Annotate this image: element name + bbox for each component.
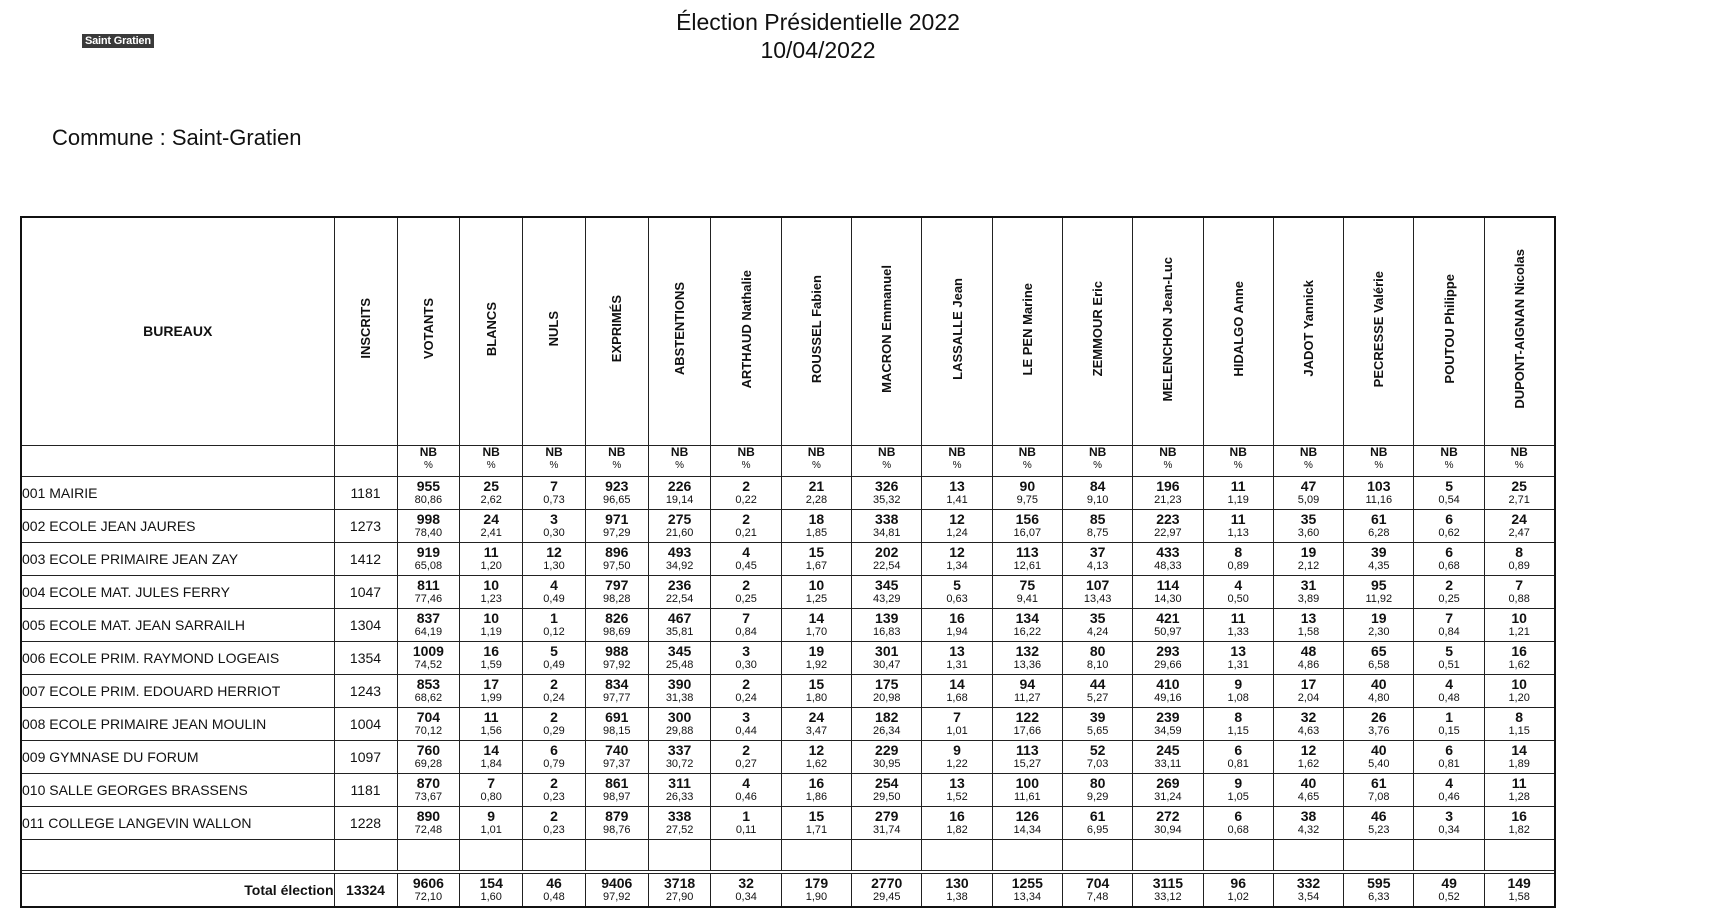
total-cell: 32 0,34: [711, 873, 781, 907]
value-cell: 16 1,94: [922, 608, 992, 641]
header-col-0: VOTANTS: [397, 217, 460, 445]
value-cell: 2 0,24: [711, 674, 781, 707]
value-cell: 25 2,71: [1484, 476, 1554, 509]
total-cell: 9606 72,10: [397, 873, 460, 907]
total-cell: 96 1,02: [1203, 873, 1273, 907]
results-table: [20, 216, 1556, 908]
value-cell: 37 4,13: [1062, 542, 1132, 575]
value-cell: 971 97,29: [585, 509, 648, 542]
totals-body: [21, 873, 1555, 907]
value-cell: 2 0,25: [711, 575, 781, 608]
value-cell: 5 0,54: [1414, 476, 1484, 509]
value-cell: 879 98,76: [585, 806, 648, 839]
value-cell: 52 7,03: [1062, 740, 1132, 773]
value-cell: 10 1,19: [460, 608, 523, 641]
total-cell: 49 0,52: [1414, 873, 1484, 907]
value-cell: 44 5,27: [1062, 674, 1132, 707]
unit-cell: NB %: [585, 445, 648, 476]
unit-cell: NB %: [711, 445, 781, 476]
value-cell: 998 78,40: [397, 509, 460, 542]
value-cell: 226 19,14: [648, 476, 711, 509]
value-cell: 75 9,41: [992, 575, 1062, 608]
value-cell: 12 1,30: [523, 542, 586, 575]
header-col-4: ABSTENTIONS: [648, 217, 711, 445]
value-cell: 279 31,74: [852, 806, 922, 839]
value-cell: 84 9,10: [1062, 476, 1132, 509]
header-col-11: MELENCHON Jean-Luc: [1133, 217, 1203, 445]
value-cell: 3 0,30: [711, 641, 781, 674]
value-cell: 988 97,92: [585, 641, 648, 674]
value-cell: 9 1,08: [1203, 674, 1273, 707]
value-cell: 4 0,46: [1414, 773, 1484, 806]
total-label: Total élection: [21, 873, 334, 907]
bureau-name: 009 GYMNASE DU FORUM: [21, 740, 334, 773]
value-cell: 7 1,01: [922, 707, 992, 740]
value-cell: 10 1,25: [781, 575, 851, 608]
value-cell: 107 13,43: [1062, 575, 1132, 608]
bureau-name: 010 SALLE GEORGES BRASSENS: [21, 773, 334, 806]
value-cell: 8 1,15: [1203, 707, 1273, 740]
value-cell: 853 68,62: [397, 674, 460, 707]
value-cell: 11 1,20: [460, 542, 523, 575]
value-cell: 3 0,44: [711, 707, 781, 740]
unit-cell: NB %: [1414, 445, 1484, 476]
total-cell: 130 1,38: [922, 873, 992, 907]
total-cell: 46 0,48: [523, 873, 586, 907]
value-cell: 38 4,32: [1273, 806, 1343, 839]
value-cell: 870 73,67: [397, 773, 460, 806]
bureau-name: 004 ECOLE MAT. JULES FERRY: [21, 575, 334, 608]
value-cell: 17 1,99: [460, 674, 523, 707]
value-cell: 10 1,21: [1484, 608, 1554, 641]
unit-cell: NB %: [922, 445, 992, 476]
value-cell: 134 16,22: [992, 608, 1062, 641]
value-cell: 19 1,92: [781, 641, 851, 674]
value-cell: 40 5,40: [1344, 740, 1414, 773]
value-cell: 6 0,81: [1414, 740, 1484, 773]
unit-cell: NB %: [992, 445, 1062, 476]
value-cell: 35 3,60: [1273, 509, 1343, 542]
table-row: [21, 707, 1555, 740]
value-cell: 704 70,12: [397, 707, 460, 740]
value-cell: 272 30,94: [1133, 806, 1203, 839]
value-cell: 9 1,01: [460, 806, 523, 839]
bureau-name: 001 MAIRIE: [21, 476, 334, 509]
value-cell: 126 14,34: [992, 806, 1062, 839]
value-cell: 90 9,75: [992, 476, 1062, 509]
value-cell: 11 1,19: [1203, 476, 1273, 509]
value-cell: 2 0,23: [523, 773, 586, 806]
header-col-10: ZEMMOUR Eric: [1062, 217, 1132, 445]
total-inscrits: 13324: [334, 873, 397, 907]
header-row: [21, 217, 1555, 445]
value-cell: 5 0,63: [922, 575, 992, 608]
value-cell: 24 2,41: [460, 509, 523, 542]
value-cell: 16 1,82: [1484, 806, 1554, 839]
value-cell: 11 1,33: [1203, 608, 1273, 641]
value-cell: 837 64,19: [397, 608, 460, 641]
table-row: [21, 740, 1555, 773]
value-cell: 345 25,48: [648, 641, 711, 674]
value-cell: 156 16,07: [992, 509, 1062, 542]
value-cell: 19 2,12: [1273, 542, 1343, 575]
value-cell: 46 5,23: [1344, 806, 1414, 839]
value-cell: 100 11,61: [992, 773, 1062, 806]
value-cell: 1 0,11: [711, 806, 781, 839]
value-cell: 3 0,34: [1414, 806, 1484, 839]
value-cell: 467 35,81: [648, 608, 711, 641]
value-cell: 114 14,30: [1133, 575, 1203, 608]
unit-cell: NB %: [1133, 445, 1203, 476]
unit-cell: NB %: [397, 445, 460, 476]
header-col-2: NULS: [523, 217, 586, 445]
value-cell: 421 50,97: [1133, 608, 1203, 641]
unit-cell: NB %: [1273, 445, 1343, 476]
value-cell: 139 16,83: [852, 608, 922, 641]
value-cell: 923 96,65: [585, 476, 648, 509]
total-cell: 1255 13,34: [992, 873, 1062, 907]
table-row: [21, 542, 1555, 575]
total-cell: 3718 27,90: [648, 873, 711, 907]
value-cell: 890 72,48: [397, 806, 460, 839]
bureau-inscrits: 1243: [334, 674, 397, 707]
value-cell: 740 97,37: [585, 740, 648, 773]
value-cell: 15 1,80: [781, 674, 851, 707]
value-cell: 8 0,89: [1484, 542, 1554, 575]
value-cell: 433 48,33: [1133, 542, 1203, 575]
value-cell: 301 30,47: [852, 641, 922, 674]
value-cell: 10 1,23: [460, 575, 523, 608]
value-cell: 13 1,41: [922, 476, 992, 509]
value-cell: 17 2,04: [1273, 674, 1343, 707]
value-cell: 61 6,28: [1344, 509, 1414, 542]
bureau-name: 006 ECOLE PRIM. RAYMOND LOGEAIS: [21, 641, 334, 674]
header-col-9: LE PEN Marine: [992, 217, 1062, 445]
value-cell: 691 98,15: [585, 707, 648, 740]
value-cell: 2 0,21: [711, 509, 781, 542]
bureau-inscrits: 1181: [334, 773, 397, 806]
value-cell: 2 0,22: [711, 476, 781, 509]
value-cell: 6 0,68: [1414, 542, 1484, 575]
value-cell: 760 69,28: [397, 740, 460, 773]
value-cell: 94 11,27: [992, 674, 1062, 707]
value-cell: 47 5,09: [1273, 476, 1343, 509]
value-cell: 182 26,34: [852, 707, 922, 740]
value-cell: 13 1,31: [922, 641, 992, 674]
value-cell: 811 77,46: [397, 575, 460, 608]
header-col-3: EXPRIMÉS: [585, 217, 648, 445]
value-cell: 11 1,13: [1203, 509, 1273, 542]
value-cell: 254 29,50: [852, 773, 922, 806]
value-cell: 26 3,76: [1344, 707, 1414, 740]
bureau-inscrits: 1273: [334, 509, 397, 542]
value-cell: 4 0,48: [1414, 674, 1484, 707]
logo: Saint Gratien: [82, 34, 154, 48]
value-cell: 25 2,62: [460, 476, 523, 509]
bureau-inscrits: 1412: [334, 542, 397, 575]
value-cell: 19 2,30: [1344, 608, 1414, 641]
header-col-15: POUTOU Philippe: [1414, 217, 1484, 445]
table-row: [21, 608, 1555, 641]
total-cell: 9406 97,92: [585, 873, 648, 907]
value-cell: 16 1,59: [460, 641, 523, 674]
value-cell: 7 0,88: [1484, 575, 1554, 608]
header-col-16: DUPONT-AIGNAN Nicolas: [1484, 217, 1554, 445]
total-row: [21, 873, 1555, 907]
value-cell: 5 0,49: [523, 641, 586, 674]
value-cell: 11 1,56: [460, 707, 523, 740]
unit-row: [21, 445, 1555, 476]
table-row: [21, 476, 1555, 509]
value-cell: 132 13,36: [992, 641, 1062, 674]
header-col-13: JADOT Yannick: [1273, 217, 1343, 445]
value-cell: 8 0,89: [1203, 542, 1273, 575]
value-cell: 4 0,46: [711, 773, 781, 806]
value-cell: 15 1,71: [781, 806, 851, 839]
table-row: [21, 509, 1555, 542]
bureau-inscrits: 1004: [334, 707, 397, 740]
value-cell: 2 0,25: [1414, 575, 1484, 608]
value-cell: 11 1,28: [1484, 773, 1554, 806]
unit-cell: NB %: [1344, 445, 1414, 476]
value-cell: 15 1,67: [781, 542, 851, 575]
header-bureaux: BUREAUX: [21, 217, 334, 445]
value-cell: 14 1,89: [1484, 740, 1554, 773]
header-col-8: LASSALLE Jean: [922, 217, 992, 445]
header-col-7: MACRON Emmanuel: [852, 217, 922, 445]
value-cell: 4 0,45: [711, 542, 781, 575]
value-cell: 13 1,52: [922, 773, 992, 806]
value-cell: 21 2,28: [781, 476, 851, 509]
value-cell: 345 43,29: [852, 575, 922, 608]
empty-row: [21, 839, 1555, 870]
value-cell: 326 35,32: [852, 476, 922, 509]
value-cell: 2 0,23: [523, 806, 586, 839]
value-cell: 2 0,24: [523, 674, 586, 707]
value-cell: 6 0,79: [523, 740, 586, 773]
unit-cell: NB %: [1062, 445, 1132, 476]
value-cell: 896 97,50: [585, 542, 648, 575]
value-cell: 18 1,85: [781, 509, 851, 542]
value-cell: 16 1,82: [922, 806, 992, 839]
value-cell: 4 0,50: [1203, 575, 1273, 608]
value-cell: 293 29,66: [1133, 641, 1203, 674]
value-cell: 32 4,63: [1273, 707, 1343, 740]
value-cell: 919 65,08: [397, 542, 460, 575]
unit-cell: NB %: [648, 445, 711, 476]
bureau-inscrits: 1304: [334, 608, 397, 641]
table-row: [21, 575, 1555, 608]
value-cell: 861 98,97: [585, 773, 648, 806]
value-cell: 35 4,24: [1062, 608, 1132, 641]
total-cell: 149 1,58: [1484, 873, 1554, 907]
value-cell: 39 4,35: [1344, 542, 1414, 575]
value-cell: 229 30,95: [852, 740, 922, 773]
value-cell: 24 2,47: [1484, 509, 1554, 542]
value-cell: 239 34,59: [1133, 707, 1203, 740]
value-cell: 311 26,33: [648, 773, 711, 806]
total-cell: 2770 29,45: [852, 873, 922, 907]
unit-cell: NB %: [1203, 445, 1273, 476]
bureau-name: 002 ECOLE JEAN JAURES: [21, 509, 334, 542]
value-cell: 1 0,12: [523, 608, 586, 641]
unit-cell: NB %: [781, 445, 851, 476]
value-cell: 13 1,31: [1203, 641, 1273, 674]
value-cell: 61 7,08: [1344, 773, 1414, 806]
value-cell: 1009 74,52: [397, 641, 460, 674]
table-row: [21, 641, 1555, 674]
unit-cell: NB %: [523, 445, 586, 476]
total-cell: 3115 33,12: [1133, 873, 1203, 907]
value-cell: 13 1,58: [1273, 608, 1343, 641]
value-cell: 95 11,92: [1344, 575, 1414, 608]
value-cell: 1 0,15: [1414, 707, 1484, 740]
value-cell: 39 5,65: [1062, 707, 1132, 740]
value-cell: 245 33,11: [1133, 740, 1203, 773]
value-cell: 40 4,65: [1273, 773, 1343, 806]
header-col-14: PECRESSE Valérie: [1344, 217, 1414, 445]
value-cell: 2 0,29: [523, 707, 586, 740]
value-cell: 12 1,62: [781, 740, 851, 773]
bureau-name: 003 ECOLE PRIMAIRE JEAN ZAY: [21, 542, 334, 575]
value-cell: 826 98,69: [585, 608, 648, 641]
value-cell: 7 0,84: [1414, 608, 1484, 641]
value-cell: 12 1,62: [1273, 740, 1343, 773]
results-body: [21, 476, 1555, 873]
bureau-inscrits: 1047: [334, 575, 397, 608]
value-cell: 6 0,68: [1203, 806, 1273, 839]
bureau-inscrits: 1181: [334, 476, 397, 509]
unit-cell: NB %: [852, 445, 922, 476]
table-row: [21, 806, 1555, 839]
value-cell: 122 17,66: [992, 707, 1062, 740]
value-cell: 24 3,47: [781, 707, 851, 740]
unit-cell: NB %: [1484, 445, 1554, 476]
value-cell: 269 31,24: [1133, 773, 1203, 806]
value-cell: 797 98,28: [585, 575, 648, 608]
value-cell: 10 1,20: [1484, 674, 1554, 707]
value-cell: 16 1,86: [781, 773, 851, 806]
value-cell: 113 12,61: [992, 542, 1062, 575]
unit-cell: NB %: [460, 445, 523, 476]
value-cell: 202 22,54: [852, 542, 922, 575]
value-cell: 65 6,58: [1344, 641, 1414, 674]
value-cell: 12 1,34: [922, 542, 992, 575]
value-cell: 955 80,86: [397, 476, 460, 509]
table-row: [21, 674, 1555, 707]
value-cell: 14 1,68: [922, 674, 992, 707]
value-cell: 3 0,30: [523, 509, 586, 542]
header-inscrits: INSCRITS: [334, 217, 397, 445]
value-cell: 6 0,81: [1203, 740, 1273, 773]
value-cell: 338 34,81: [852, 509, 922, 542]
header-col-12: HIDALGO Anne: [1203, 217, 1273, 445]
value-cell: 834 97,77: [585, 674, 648, 707]
value-cell: 14 1,84: [460, 740, 523, 773]
bureau-name: 005 ECOLE MAT. JEAN SARRAILH: [21, 608, 334, 641]
value-cell: 337 30,72: [648, 740, 711, 773]
value-cell: 8 1,15: [1484, 707, 1554, 740]
header-col-5: ARTHAUD Nathalie: [711, 217, 781, 445]
value-cell: 31 3,89: [1273, 575, 1343, 608]
value-cell: 40 4,80: [1344, 674, 1414, 707]
value-cell: 7 0,73: [523, 476, 586, 509]
value-cell: 7 0,84: [711, 608, 781, 641]
title-line-1: Élection Présidentielle 2022: [676, 9, 960, 35]
header-col-6: ROUSSEL Fabien: [781, 217, 851, 445]
bureau-inscrits: 1354: [334, 641, 397, 674]
value-cell: 85 8,75: [1062, 509, 1132, 542]
bureau-name: 007 ECOLE PRIM. EDOUARD HERRIOT: [21, 674, 334, 707]
value-cell: 493 34,92: [648, 542, 711, 575]
value-cell: 223 22,97: [1133, 509, 1203, 542]
bureau-name: 008 ECOLE PRIMAIRE JEAN MOULIN: [21, 707, 334, 740]
value-cell: 5 0,51: [1414, 641, 1484, 674]
value-cell: 12 1,24: [922, 509, 992, 542]
value-cell: 236 22,54: [648, 575, 711, 608]
value-cell: 103 11,16: [1344, 476, 1414, 509]
value-cell: 80 8,10: [1062, 641, 1132, 674]
total-cell: 595 6,33: [1344, 873, 1414, 907]
value-cell: 2 0,27: [711, 740, 781, 773]
bureau-inscrits: 1097: [334, 740, 397, 773]
total-cell: 154 1,60: [460, 873, 523, 907]
page-title: [600, 8, 1036, 64]
value-cell: 16 1,62: [1484, 641, 1554, 674]
commune-label: Commune : Saint-Gratien: [52, 125, 302, 150]
table-row: [21, 773, 1555, 806]
value-cell: 390 31,38: [648, 674, 711, 707]
value-cell: 410 49,16: [1133, 674, 1203, 707]
title-line-2: 10/04/2022: [760, 37, 876, 63]
value-cell: 275 21,60: [648, 509, 711, 542]
value-cell: 196 21,23: [1133, 476, 1203, 509]
bureau-name: 011 COLLEGE LANGEVIN WALLON: [21, 806, 334, 839]
total-cell: 332 3,54: [1273, 873, 1343, 907]
header-col-1: BLANCS: [460, 217, 523, 445]
value-cell: 48 4,86: [1273, 641, 1343, 674]
value-cell: 113 15,27: [992, 740, 1062, 773]
value-cell: 4 0,49: [523, 575, 586, 608]
value-cell: 175 20,98: [852, 674, 922, 707]
total-cell: 179 1,90: [781, 873, 851, 907]
value-cell: 338 27,52: [648, 806, 711, 839]
bureau-inscrits: 1228: [334, 806, 397, 839]
value-cell: 300 29,88: [648, 707, 711, 740]
total-cell: 704 7,48: [1062, 873, 1132, 907]
value-cell: 7 0,80: [460, 773, 523, 806]
value-cell: 9 1,05: [1203, 773, 1273, 806]
value-cell: 9 1,22: [922, 740, 992, 773]
value-cell: 61 6,95: [1062, 806, 1132, 839]
value-cell: 14 1,70: [781, 608, 851, 641]
value-cell: 6 0,62: [1414, 509, 1484, 542]
value-cell: 80 9,29: [1062, 773, 1132, 806]
